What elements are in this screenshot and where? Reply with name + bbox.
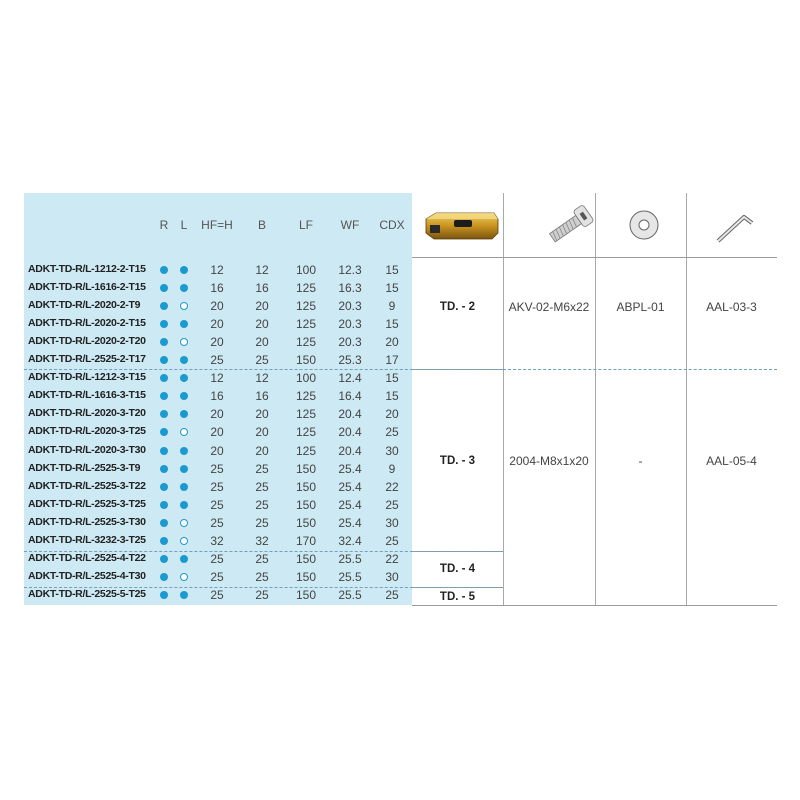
table-row <box>24 587 412 603</box>
left-hand-availability <box>174 406 194 422</box>
header-b: B <box>257 218 266 232</box>
table-row <box>24 298 412 314</box>
cell-cdx: 9 <box>388 299 396 313</box>
right-hand-availability <box>154 479 174 495</box>
cell-hfh: 20 <box>210 317 224 331</box>
filled-dot-icon <box>160 266 168 274</box>
left-hand-availability <box>174 352 194 368</box>
cell-cdx: 15 <box>385 317 399 331</box>
holder-code: ADKT-TD-R/L-2020-3-T20 <box>28 407 146 419</box>
left-hand-availability <box>174 497 194 513</box>
cell-hfh: 16 <box>210 281 224 295</box>
left-hand-availability <box>174 443 194 459</box>
cell-hfh: 20 <box>210 407 224 421</box>
header-rule <box>412 257 777 258</box>
holder-code: ADKT-TD-R/L-2020-2-T9 <box>28 299 141 311</box>
group-td2-insert: TD. - 2 <box>439 301 476 313</box>
cell-wf: 12.4 <box>338 371 362 385</box>
cell-wf: 25.5 <box>338 570 362 584</box>
filled-dot-icon <box>160 392 168 400</box>
cell-lf: 125 <box>295 444 317 458</box>
cell-b: 12 <box>255 371 269 385</box>
cell-lf: 150 <box>295 516 317 530</box>
bottom-rule <box>412 605 777 606</box>
cell-b: 20 <box>255 407 269 421</box>
cell-hfh: 20 <box>210 335 224 349</box>
table-row <box>24 461 412 477</box>
group-td2-washer: ABPL-01 <box>616 300 665 314</box>
cell-lf: 100 <box>295 263 317 277</box>
filled-dot-icon <box>160 501 168 509</box>
table-row <box>24 443 412 459</box>
filled-dot-icon <box>160 519 168 527</box>
header-r: R <box>159 218 169 232</box>
cell-cdx: 25 <box>385 498 399 512</box>
cell-wf: 20.3 <box>338 299 362 313</box>
filled-dot-icon <box>180 447 188 455</box>
cell-b: 12 <box>255 263 269 277</box>
cell-wf: 25.4 <box>338 498 362 512</box>
cell-b: 16 <box>255 389 269 403</box>
right-hand-availability <box>154 551 174 567</box>
divider <box>686 193 687 605</box>
cell-cdx: 30 <box>385 570 399 584</box>
right-hand-availability <box>154 316 174 332</box>
cell-b: 20 <box>255 299 269 313</box>
left-hand-availability <box>174 461 194 477</box>
cell-hfh: 25 <box>210 588 224 602</box>
filled-dot-icon <box>160 573 168 581</box>
group-td2-screw: AKV-02-M6x22 <box>508 300 590 314</box>
cell-b: 25 <box>255 462 269 476</box>
cell-b: 20 <box>255 335 269 349</box>
screw-icon <box>534 201 604 249</box>
cell-wf: 20.3 <box>338 317 362 331</box>
left-hand-availability <box>174 370 194 386</box>
cell-wf: 16.3 <box>338 281 362 295</box>
cell-cdx: 30 <box>385 444 399 458</box>
open-dot-icon <box>180 428 188 436</box>
filled-dot-icon <box>160 447 168 455</box>
filled-dot-icon <box>160 302 168 310</box>
filled-dot-icon <box>180 483 188 491</box>
group-td3-screw: 2004-M8x1x20 <box>509 454 589 468</box>
holder-code: ADKT-TD-R/L-2525-3-T25 <box>28 498 146 510</box>
right-hand-availability <box>154 587 174 603</box>
holder-code: ADKT-TD-R/L-2525-3-T22 <box>28 480 146 492</box>
right-hand-availability <box>154 497 174 513</box>
table-row <box>24 424 412 440</box>
right-hand-availability <box>154 443 174 459</box>
cell-cdx: 25 <box>385 425 399 439</box>
right-hand-availability <box>154 533 174 549</box>
group-td3-washer: - <box>638 454 643 468</box>
group-td3-insert: TD. - 3 <box>439 455 476 467</box>
holder-code: ADKT-TD-R/L-2525-2-T17 <box>28 353 146 365</box>
table-row <box>24 406 412 422</box>
table-row <box>24 551 412 567</box>
cell-cdx: 20 <box>385 335 399 349</box>
filled-dot-icon <box>160 338 168 346</box>
group-td2-key: AAL-03-3 <box>706 300 757 314</box>
filled-dot-icon <box>160 428 168 436</box>
right-hand-availability <box>154 569 174 585</box>
cell-lf: 125 <box>295 299 317 313</box>
filled-dot-icon <box>160 555 168 563</box>
cell-cdx: 22 <box>385 480 399 494</box>
right-hand-availability <box>154 515 174 531</box>
cell-cdx: 22 <box>385 552 399 566</box>
holder-code: ADKT-TD-R/L-2525-4-T22 <box>28 552 146 564</box>
right-hand-availability <box>154 298 174 314</box>
cell-b: 32 <box>255 534 269 548</box>
right-hand-availability <box>154 262 174 278</box>
cell-b: 25 <box>255 353 269 367</box>
cell-lf: 125 <box>295 389 317 403</box>
table-row <box>24 569 412 585</box>
header-wf: WF <box>340 218 360 232</box>
cell-lf: 125 <box>295 425 317 439</box>
table-row <box>24 262 412 278</box>
cell-hfh: 25 <box>210 552 224 566</box>
cell-b: 25 <box>255 480 269 494</box>
divider <box>595 193 596 605</box>
filled-dot-icon <box>160 356 168 364</box>
grooving-insert-icon <box>414 203 504 247</box>
filled-dot-icon <box>180 266 188 274</box>
cell-cdx: 25 <box>385 534 399 548</box>
table-row <box>24 370 412 386</box>
cell-wf: 25.4 <box>338 462 362 476</box>
header-cdx: CDX <box>379 218 405 232</box>
cell-cdx: 15 <box>385 389 399 403</box>
cell-cdx: 17 <box>385 353 399 367</box>
cell-b: 20 <box>255 444 269 458</box>
cell-cdx: 15 <box>385 281 399 295</box>
washer-icon <box>622 205 666 245</box>
header-hf-h: HF=H <box>201 218 233 232</box>
holder-code: ADKT-TD-R/L-2020-3-T30 <box>28 444 146 456</box>
cell-lf: 150 <box>295 498 317 512</box>
cell-hfh: 25 <box>210 498 224 512</box>
cell-lf: 125 <box>295 317 317 331</box>
cell-lf: 150 <box>295 570 317 584</box>
filled-dot-icon <box>180 465 188 473</box>
left-hand-availability <box>174 388 194 404</box>
cell-wf: 25.4 <box>338 516 362 530</box>
left-hand-availability <box>174 262 194 278</box>
filled-dot-icon <box>160 591 168 599</box>
cell-hfh: 12 <box>210 371 224 385</box>
cell-lf: 150 <box>295 353 317 367</box>
cell-cdx: 15 <box>385 371 399 385</box>
cell-b: 16 <box>255 281 269 295</box>
cell-b: 25 <box>255 570 269 584</box>
open-dot-icon <box>180 519 188 527</box>
filled-dot-icon <box>180 392 188 400</box>
cell-b: 25 <box>255 552 269 566</box>
holder-code: ADKT-TD-R/L-2525-4-T30 <box>28 570 146 582</box>
cell-b: 20 <box>255 317 269 331</box>
group-td4-insert: TD. - 4 <box>439 563 476 575</box>
filled-dot-icon <box>180 320 188 328</box>
right-hand-availability <box>154 280 174 296</box>
right-hand-availability <box>154 388 174 404</box>
open-dot-icon <box>180 338 188 346</box>
filled-dot-icon <box>180 374 188 382</box>
right-hand-availability <box>154 406 174 422</box>
right-hand-availability <box>154 424 174 440</box>
filled-dot-icon <box>180 555 188 563</box>
cell-hfh: 25 <box>210 480 224 494</box>
table-row <box>24 497 412 513</box>
filled-dot-icon <box>180 410 188 418</box>
cell-cdx: 15 <box>385 263 399 277</box>
holder-code: ADKT-TD-R/L-2020-3-T25 <box>28 425 146 437</box>
filled-dot-icon <box>180 501 188 509</box>
table-row <box>24 479 412 495</box>
open-dot-icon <box>180 573 188 581</box>
filled-dot-icon <box>180 284 188 292</box>
left-hand-availability <box>174 298 194 314</box>
holder-code: ADKT-TD-R/L-1616-3-T15 <box>28 389 146 401</box>
cell-wf: 25.5 <box>338 552 362 566</box>
cell-wf: 32.4 <box>338 534 362 548</box>
hex-key-icon <box>712 203 762 247</box>
left-hand-availability <box>174 515 194 531</box>
cell-cdx: 20 <box>385 407 399 421</box>
filled-dot-icon <box>160 410 168 418</box>
left-hand-availability <box>174 569 194 585</box>
open-dot-icon <box>180 302 188 310</box>
filled-dot-icon <box>180 591 188 599</box>
cell-lf: 150 <box>295 480 317 494</box>
cell-wf: 20.4 <box>338 407 362 421</box>
table-row <box>24 334 412 350</box>
tool-holder-table <box>24 193 777 605</box>
filled-dot-icon <box>160 284 168 292</box>
table-row <box>24 515 412 531</box>
right-hand-availability <box>154 334 174 350</box>
group-td3-key: AAL-05-4 <box>706 454 757 468</box>
holder-code: ADKT-TD-R/L-3232-3-T25 <box>28 534 146 546</box>
cell-wf: 25.4 <box>338 480 362 494</box>
cell-hfh: 25 <box>210 462 224 476</box>
group-rule <box>503 369 777 370</box>
holder-code: ADKT-TD-R/L-2525-3-T30 <box>28 516 146 528</box>
cell-cdx: 25 <box>385 588 399 602</box>
left-hand-availability <box>174 280 194 296</box>
cell-wf: 25.5 <box>338 588 362 602</box>
cell-wf: 20.4 <box>338 425 362 439</box>
left-hand-availability <box>174 334 194 350</box>
cell-cdx: 30 <box>385 516 399 530</box>
right-hand-availability <box>154 370 174 386</box>
table-row <box>24 316 412 332</box>
holder-code: ADKT-TD-R/L-1212-2-T15 <box>28 263 146 275</box>
left-hand-availability <box>174 551 194 567</box>
filled-dot-icon <box>160 465 168 473</box>
cell-b: 25 <box>255 588 269 602</box>
cell-lf: 150 <box>295 552 317 566</box>
open-dot-icon <box>180 537 188 545</box>
left-hand-availability <box>174 587 194 603</box>
cell-lf: 125 <box>295 335 317 349</box>
filled-dot-icon <box>180 356 188 364</box>
cell-wf: 16.4 <box>338 389 362 403</box>
cell-lf: 150 <box>295 588 317 602</box>
header-lf: LF <box>298 218 313 232</box>
cell-lf: 100 <box>295 371 317 385</box>
cell-wf: 20.3 <box>338 335 362 349</box>
header-l: L <box>180 218 188 232</box>
cell-wf: 25.3 <box>338 353 362 367</box>
cell-hfh: 12 <box>210 263 224 277</box>
cell-cdx: 9 <box>388 462 396 476</box>
cell-b: 25 <box>255 516 269 530</box>
table-row <box>24 280 412 296</box>
cell-wf: 12.3 <box>338 263 362 277</box>
filled-dot-icon <box>160 320 168 328</box>
table-row <box>24 352 412 368</box>
left-hand-availability <box>174 316 194 332</box>
cell-lf: 125 <box>295 407 317 421</box>
divider <box>503 193 504 605</box>
cell-hfh: 20 <box>210 299 224 313</box>
left-hand-availability <box>174 479 194 495</box>
table-row <box>24 388 412 404</box>
left-hand-availability <box>174 533 194 549</box>
filled-dot-icon <box>160 374 168 382</box>
holder-code: ADKT-TD-R/L-1616-2-T15 <box>28 281 146 293</box>
cell-wf: 20.4 <box>338 444 362 458</box>
cell-lf: 150 <box>295 462 317 476</box>
left-hand-availability <box>174 424 194 440</box>
holder-code: ADKT-TD-R/L-1212-3-T15 <box>28 371 146 383</box>
right-hand-availability <box>154 461 174 477</box>
cell-b: 25 <box>255 498 269 512</box>
right-hand-availability <box>154 352 174 368</box>
filled-dot-icon <box>160 483 168 491</box>
cell-hfh: 32 <box>210 534 224 548</box>
holder-code: ADKT-TD-R/L-2020-2-T20 <box>28 335 146 347</box>
cell-hfh: 20 <box>210 425 224 439</box>
holder-code: ADKT-TD-R/L-2020-2-T15 <box>28 317 146 329</box>
group-td5-insert: TD. - 5 <box>439 591 476 603</box>
cell-hfh: 25 <box>210 516 224 530</box>
filled-dot-icon <box>160 537 168 545</box>
cell-hfh: 20 <box>210 444 224 458</box>
holder-code: ADKT-TD-R/L-2525-5-T25 <box>28 588 146 600</box>
cell-b: 20 <box>255 425 269 439</box>
cell-hfh: 16 <box>210 389 224 403</box>
cell-lf: 170 <box>295 534 317 548</box>
cell-hfh: 25 <box>210 570 224 584</box>
holder-code: ADKT-TD-R/L-2525-3-T9 <box>28 462 141 474</box>
cell-hfh: 25 <box>210 353 224 367</box>
cell-lf: 125 <box>295 281 317 295</box>
table-row <box>24 533 412 549</box>
